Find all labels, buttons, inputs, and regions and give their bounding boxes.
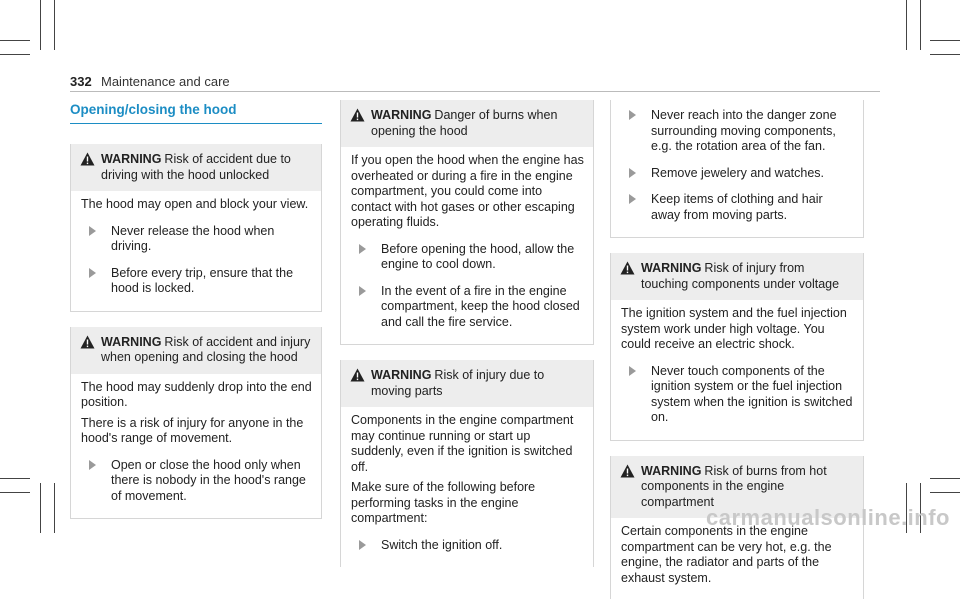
list-item	[621, 166, 855, 182]
list-item	[621, 364, 855, 426]
warning-label: WARNING	[101, 152, 161, 166]
section-title: Opening/closing the hood	[70, 102, 322, 124]
list-item	[351, 284, 585, 331]
warning-box	[340, 100, 594, 345]
list-item-text: Never touch components of the ignition system or the fuel injection system when the ignition is switched on.	[651, 364, 852, 425]
list-item-text: Before opening the hood, allow the engine to cool down.	[381, 242, 574, 272]
arrow-bullet-icon	[359, 244, 366, 254]
warning-triangle-icon	[620, 464, 635, 478]
warning-body: The hood may open and block your view.	[81, 197, 313, 213]
list-item-text: Remove jewelery and watches.	[651, 166, 824, 180]
crop-mark	[40, 483, 41, 533]
warning-label: WARNING	[641, 261, 701, 275]
crop-mark	[0, 492, 30, 493]
warning-header	[611, 253, 863, 300]
list-item-text: Keep items of clothing and hair away from moving parts.	[651, 192, 823, 222]
list-item-text: Never release the hood when driving.	[111, 224, 274, 254]
list-item-text: Never reach into the danger zone surrounding moving components, e.g. the rotation area of the fan.	[651, 108, 837, 153]
list-item	[351, 538, 585, 554]
arrow-bullet-icon	[359, 540, 366, 550]
crop-mark	[930, 492, 960, 493]
list-item	[81, 224, 313, 255]
list-item-text: Open or close the hood only when there is nobody in the hood's range of movement.	[111, 458, 306, 503]
warning-triangle-icon	[350, 108, 365, 122]
warning-header	[341, 100, 593, 147]
warning-triangle-icon	[80, 335, 95, 349]
crop-mark	[930, 54, 960, 55]
warning-text: Danger of burns when opening the hood	[371, 108, 557, 138]
crop-mark	[920, 0, 921, 50]
watermark: carmanualsonline.info	[706, 505, 950, 531]
list-item	[81, 458, 313, 505]
section-header: Maintenance and care	[101, 74, 230, 89]
warning-label: WARNING	[371, 108, 431, 122]
crop-mark	[40, 0, 41, 50]
warning-body: Certain components in the engine compartment can be very hot, e.g. the engine, the radiator and parts of the exhaust system.	[621, 524, 855, 586]
warning-body: Components in the engine compartment may continue running or start up suddenly, even if the ignition is switched off.	[351, 413, 585, 475]
arrow-bullet-icon	[629, 168, 636, 178]
warning-header	[341, 360, 593, 407]
warning-body: If you open the hood when the engine has overheated or during a fire in the engine compartment, you could come into contact with hot gases or other escaping operating fluids.	[351, 153, 585, 231]
warning-box-continued	[610, 100, 864, 238]
warning-body: There is a risk of injury for anyone in the hood's range of movement.	[81, 416, 313, 447]
warning-box	[70, 144, 322, 312]
arrow-bullet-icon	[89, 226, 96, 236]
arrow-bullet-icon	[89, 268, 96, 278]
warning-body: The hood may suddenly drop into the end position.	[81, 380, 313, 411]
warning-box	[610, 253, 864, 441]
warning-triangle-icon	[620, 261, 635, 275]
page-number: 332	[70, 74, 92, 89]
warning-body: The ignition system and the fuel injection system work under high voltage. You could receive an electric shock.	[621, 306, 855, 353]
list-item	[351, 242, 585, 273]
warning-text: Risk of injury from touching components under voltage	[641, 261, 839, 291]
warning-body: Make sure of the following before performing tasks in the engine compartment:	[351, 480, 585, 527]
warning-text: Risk of accident due to driving with the hood unlocked	[101, 152, 291, 182]
warning-label: WARNING	[101, 335, 161, 349]
arrow-bullet-icon	[359, 286, 366, 296]
arrow-bullet-icon	[629, 194, 636, 204]
column-1	[70, 100, 322, 519]
warning-label: WARNING	[641, 464, 701, 478]
list-item	[81, 266, 313, 297]
list-item	[621, 192, 855, 223]
warning-text: Risk of injury due to moving parts	[371, 368, 544, 398]
warning-triangle-icon	[80, 152, 95, 166]
warning-header	[71, 327, 321, 374]
list-item-text: Before every trip, ensure that the hood is locked.	[111, 266, 293, 296]
arrow-bullet-icon	[629, 110, 636, 120]
warning-box	[340, 360, 594, 567]
arrow-bullet-icon	[629, 366, 636, 376]
crop-mark	[54, 483, 55, 533]
warning-box	[70, 327, 322, 520]
warning-text: Risk of burns from hot components in the engine compartment	[641, 464, 827, 509]
list-item-text: Switch the ignition off.	[381, 538, 502, 552]
column-2	[340, 100, 594, 567]
warning-text: Risk of accident and injury when opening and closing the hood	[101, 335, 310, 365]
warning-header	[71, 144, 321, 191]
crop-mark	[54, 0, 55, 50]
crop-mark	[0, 54, 30, 55]
header-divider	[70, 91, 880, 92]
warning-triangle-icon	[350, 368, 365, 382]
crop-mark	[0, 40, 30, 41]
crop-mark	[930, 40, 960, 41]
crop-mark	[0, 478, 30, 479]
list-item-text: In the event of a fire in the engine compartment, keep the hood closed and call the fire service.	[381, 284, 580, 329]
warning-label: WARNING	[371, 368, 431, 382]
crop-mark	[906, 0, 907, 50]
list-item	[621, 108, 855, 155]
arrow-bullet-icon	[89, 460, 96, 470]
crop-mark	[930, 478, 960, 479]
